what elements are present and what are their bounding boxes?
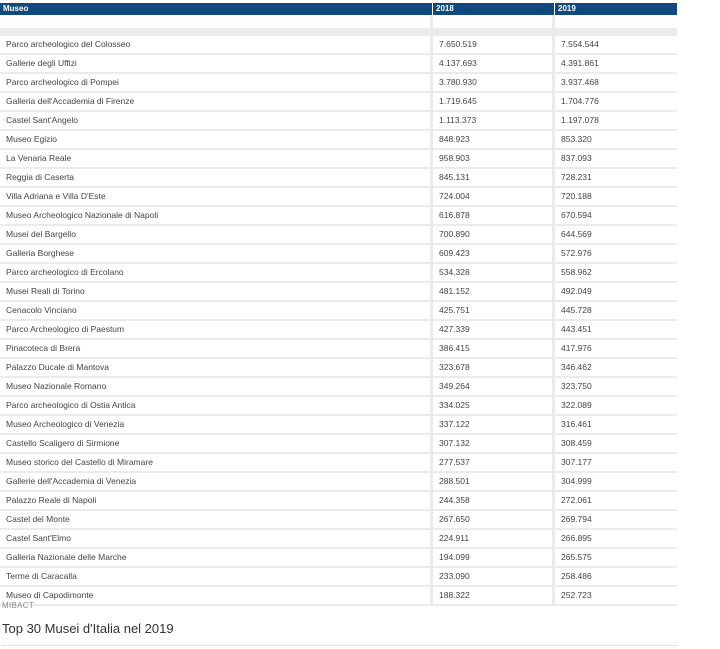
visitors-2018-cell: 427.339 (433, 321, 555, 340)
museum-name-cell: Reggia di Caserta (0, 169, 433, 188)
table-row (0, 397, 677, 416)
visitors-2019-cell: 304.999 (555, 473, 677, 492)
museum-name-cell: Museo storico del Castello di Miramare (0, 454, 433, 473)
table-row (0, 416, 677, 435)
table-row (0, 321, 677, 340)
visitors-2018-cell: 349.264 (433, 378, 555, 397)
table-row (0, 511, 677, 530)
table-row (0, 93, 677, 112)
visitors-2019-cell: 837.093 (555, 150, 677, 169)
empty-cell (555, 15, 677, 36)
visitors-2019-cell: 323.750 (555, 378, 677, 397)
table-row (0, 302, 677, 321)
table-row (0, 112, 677, 131)
museum-name-cell: Parco archeologico di Ostia Antica (0, 397, 433, 416)
visitors-2018-cell: 334.025 (433, 397, 555, 416)
visitors-2018-cell: 188.322 (433, 587, 555, 606)
visitors-2018-cell: 958.903 (433, 150, 555, 169)
table-row (0, 188, 677, 207)
table-row (0, 549, 677, 568)
visitors-2018-cell: 845.131 (433, 169, 555, 188)
table-row (0, 378, 677, 397)
visitors-2019-cell: 445.728 (555, 302, 677, 321)
visitors-2018-cell: 337.122 (433, 416, 555, 435)
table-row (0, 207, 677, 226)
museum-name-cell: Gallerie dell'Accademia di Venezia (0, 473, 433, 492)
visitors-2018-cell: 481.152 (433, 283, 555, 302)
table-row (0, 36, 677, 55)
visitors-2018-cell: 848.923 (433, 131, 555, 150)
visitors-2019-cell: 492.049 (555, 283, 677, 302)
museum-name-cell: Castel Sant'Angelo (0, 112, 433, 131)
visitors-2019-cell: 728.231 (555, 169, 677, 188)
museums-table (0, 3, 677, 606)
table-row (0, 74, 677, 93)
visitors-2018-cell: 609.423 (433, 245, 555, 264)
table-row (0, 340, 677, 359)
visitors-2019-cell: 346.462 (555, 359, 677, 378)
museum-name-cell: Parco archeologico di Ercolano (0, 264, 433, 283)
table-row (0, 435, 677, 454)
empty-cell (433, 15, 555, 36)
visitors-2019-cell: 307.177 (555, 454, 677, 473)
table-row (0, 568, 677, 587)
image-caption-title: Top 30 Musei d'Italia nel 2019 (2, 621, 174, 636)
visitors-2019-cell: 322.089 (555, 397, 677, 416)
museum-name-cell: La Venaria Reale (0, 150, 433, 169)
visitors-2018-cell: 1.719.645 (433, 93, 555, 112)
visitors-2019-cell: 269.794 (555, 511, 677, 530)
table-row (0, 131, 677, 150)
visitors-2018-cell: 4.137.693 (433, 55, 555, 74)
visitors-2019-cell: 1.197.078 (555, 112, 677, 131)
table-row (0, 454, 677, 473)
table-header-row (0, 3, 677, 15)
visitors-2018-cell: 1.113.373 (433, 112, 555, 131)
table-empty-row (0, 15, 677, 36)
table-row (0, 530, 677, 549)
museum-name-cell: Parco archeologico del Colosseo (0, 36, 433, 55)
table-row (0, 264, 677, 283)
museum-name-cell: Galleria Nazionale delle Marche (0, 549, 433, 568)
image-source-credit: MIBACT (2, 601, 35, 610)
table-row (0, 55, 677, 74)
museum-name-cell: Terme di Caracalla (0, 568, 433, 587)
museum-name-cell: Villa Adriana e Villa D'Este (0, 188, 433, 207)
table-row (0, 283, 677, 302)
museum-name-cell: Parco Archeologico di Paestum (0, 321, 433, 340)
museum-name-cell: Parco archeologico di Pompei (0, 74, 433, 93)
visitors-2018-cell: 307.132 (433, 435, 555, 454)
museum-name-cell: Pinacoteca di Brera (0, 340, 433, 359)
visitors-2019-cell: 266.895 (555, 530, 677, 549)
museum-name-cell: Castel Sant'Elmo (0, 530, 433, 549)
table-row (0, 169, 677, 188)
visitors-2019-cell: 443.451 (555, 321, 677, 340)
table-body (0, 15, 677, 606)
museum-name-cell: Palazzo Reale di Napoli (0, 492, 433, 511)
museum-name-cell: Museo Nazionale Romano (0, 378, 433, 397)
table-row (0, 359, 677, 378)
museum-name-cell: Castello Scaligero di Sirmione (0, 435, 433, 454)
table-row (0, 226, 677, 245)
museum-name-cell: Palazzo Ducale di Mantova (0, 359, 433, 378)
visitors-2018-cell: 724.004 (433, 188, 555, 207)
visitors-2018-cell: 288.501 (433, 473, 555, 492)
visitors-2019-cell: 252.723 (555, 587, 677, 606)
table-row (0, 150, 677, 169)
empty-cell (0, 15, 433, 36)
visitors-2019-cell: 316.461 (555, 416, 677, 435)
visitors-2018-cell: 534.328 (433, 264, 555, 283)
visitors-2019-cell: 265.575 (555, 549, 677, 568)
visitors-2018-cell: 700.890 (433, 226, 555, 245)
visitors-2018-cell: 616.878 (433, 207, 555, 226)
visitors-2018-cell: 323.678 (433, 359, 555, 378)
visitors-2019-cell: 4.391.861 (555, 55, 677, 74)
visitors-2018-cell: 194.099 (433, 549, 555, 568)
table-row (0, 587, 677, 606)
museum-name-cell: Museo di Capodimonte (0, 587, 433, 606)
visitors-2018-cell: 425.751 (433, 302, 555, 321)
visitors-2019-cell: 670.594 (555, 207, 677, 226)
visitors-2018-cell: 3.780.930 (433, 74, 555, 93)
visitors-2019-cell: 272.061 (555, 492, 677, 511)
visitors-2019-cell: 417.976 (555, 340, 677, 359)
visitors-2018-cell: 267.650 (433, 511, 555, 530)
museum-name-cell: Musei Reali di Torino (0, 283, 433, 302)
table-row (0, 245, 677, 264)
museum-name-cell: Museo Egizio (0, 131, 433, 150)
visitors-2018-cell: 386.415 (433, 340, 555, 359)
caption-divider (2, 645, 677, 646)
visitors-2019-cell: 644.569 (555, 226, 677, 245)
museum-name-cell: Museo Archeologico di Venezia (0, 416, 433, 435)
museum-name-cell: Museo Archeologico Nazionale di Napoli (0, 207, 433, 226)
visitors-2018-cell: 233.090 (433, 568, 555, 587)
visitors-2018-cell: 277.537 (433, 454, 555, 473)
visitors-2019-cell: 558.962 (555, 264, 677, 283)
visitors-2018-cell: 224.911 (433, 530, 555, 549)
visitors-2018-cell: 7.650.519 (433, 36, 555, 55)
museum-name-cell: Musei del Bargello (0, 226, 433, 245)
museums-table-container (0, 3, 677, 606)
table-row (0, 492, 677, 511)
visitors-2019-cell: 3.937.468 (555, 74, 677, 93)
visitors-2018-cell: 244.358 (433, 492, 555, 511)
visitors-2019-cell: 572.976 (555, 245, 677, 264)
museum-name-cell: Galleria Borghese (0, 245, 433, 264)
column-header-museo: Museo (0, 3, 433, 15)
visitors-2019-cell: 1.704.776 (555, 93, 677, 112)
museum-name-cell: Cenacolo Vinciano (0, 302, 433, 321)
visitors-2019-cell: 853.320 (555, 131, 677, 150)
museum-name-cell: Castel del Monte (0, 511, 433, 530)
visitors-2019-cell: 258.486 (555, 568, 677, 587)
museum-name-cell: Galleria dell'Accademia di Firenze (0, 93, 433, 112)
visitors-2019-cell: 720.188 (555, 188, 677, 207)
column-header-2019: 2019 (555, 3, 677, 15)
column-header-2018: 2018 (433, 3, 555, 15)
visitors-2019-cell: 7.554.544 (555, 36, 677, 55)
visitors-2019-cell: 308.459 (555, 435, 677, 454)
museum-name-cell: Gallerie degli Uffizi (0, 55, 433, 74)
table-row (0, 473, 677, 492)
